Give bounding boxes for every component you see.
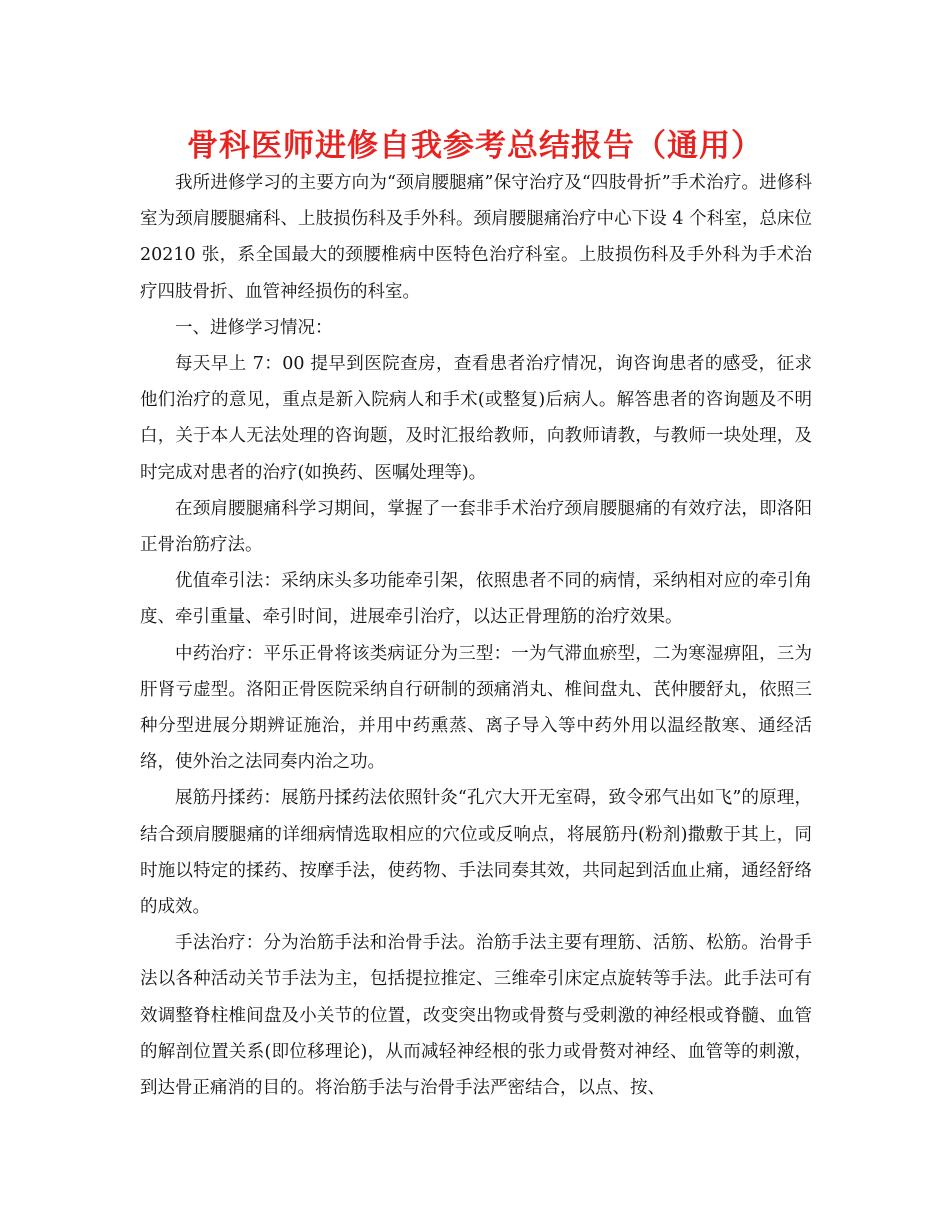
- paragraph-herbal-treatment: 中药治疗：平乐正骨将该类病证分为三型：一为气滞血瘀型，二为寒湿痹阻，三为肝肾亏虚型。洛阳正骨医院采纳自行研制的颈痛消丸、椎间盘丸、芪仲腰舒丸，依照三种分型进展分期辨证施治，并用中药熏蒸、离子导入等中药外用以温经散寒、通经活络，使外治之法同奏内治之功。: [140, 643, 812, 773]
- section-heading-study: 一、进修学习情况：: [175, 317, 333, 338]
- paragraph-daily-rounds: 每天早上 7：00 提早到医院查房，查看患者治疗情况，询咨询患者的感受，征求他们治疗的意见，重点是新入院病人和手术(或整复)后病人。解答患者的咨询题及不明白，关于本人无法处理的咨询题，及时汇报给教师，向教师请教，与教师一块处理，及时完成对患者的治疗(如换药、医嘱处理等)。: [140, 354, 812, 483]
- document-title: 骨科医师进修自我参考总结报告（通用）: [187, 128, 763, 164]
- paragraph-therapy-overview: 在颈肩腰腿痛科学习期间，掌握了一套非手术治疗颈肩腰腿痛的有效疗法，即洛阳正骨治筋疗法。: [140, 498, 812, 556]
- document-body: [140, 165, 812, 1106]
- paragraph-zhanjindan: 展筋丹揉药：展筋丹揉药法依照针灸“孔穴大开无室碍，致令邪气出如飞”的原理，结合颈肩腰腿痛的详细病情选取相应的穴位或反响点，将展筋丹(粉剂)撒敷于其上，同时施以特定的揉药、按摩手法，使药物、手法同奏其效，共同起到活血止痛，通经舒络的成效。: [140, 788, 812, 918]
- paragraph-manual-therapy: 手法治疗：分为治筋手法和治骨手法。治筋手法主要有理筋、活筋、松筋。治骨手法以各种活动关节手法为主，包括提拉推定、三维牵引床定点旋转等手法。此手法可有效调整脊柱椎间盘及小关节的位置，改变突出物或骨赘与受刺激的神经根或脊髓、血管的解剖位置关系(即位移理论)，从而减轻神经根的张力或骨赘对神经、血管等的刺激，到达骨正痛消的目的。将治筋手法与治骨手法严密结合，以点、按、: [140, 933, 812, 1099]
- paragraph-intro: 我所进修学习的主要方向为“颈肩腰腿痛”保守治疗及“四肢骨折”手术治疗。进修科室为颈肩腰腿痛科、上肢损伤科及手外科。颈肩腰腿痛治疗中心下设 4 个科室，总床位 20210 张，系全国最大的颈腰椎病中医特色治疗科室。上肢损伤科及手外科为手术治疗四肢骨折、血管神经损伤的科室。: [140, 173, 812, 302]
- paragraph-traction: 优值牵引法：采纳床头多功能牵引架，依照患者不同的病情，采纳相对应的牵引角度、牵引重量、牵引时间，进展牵引治疗，以达正骨理筋的治疗效果。: [140, 571, 812, 628]
